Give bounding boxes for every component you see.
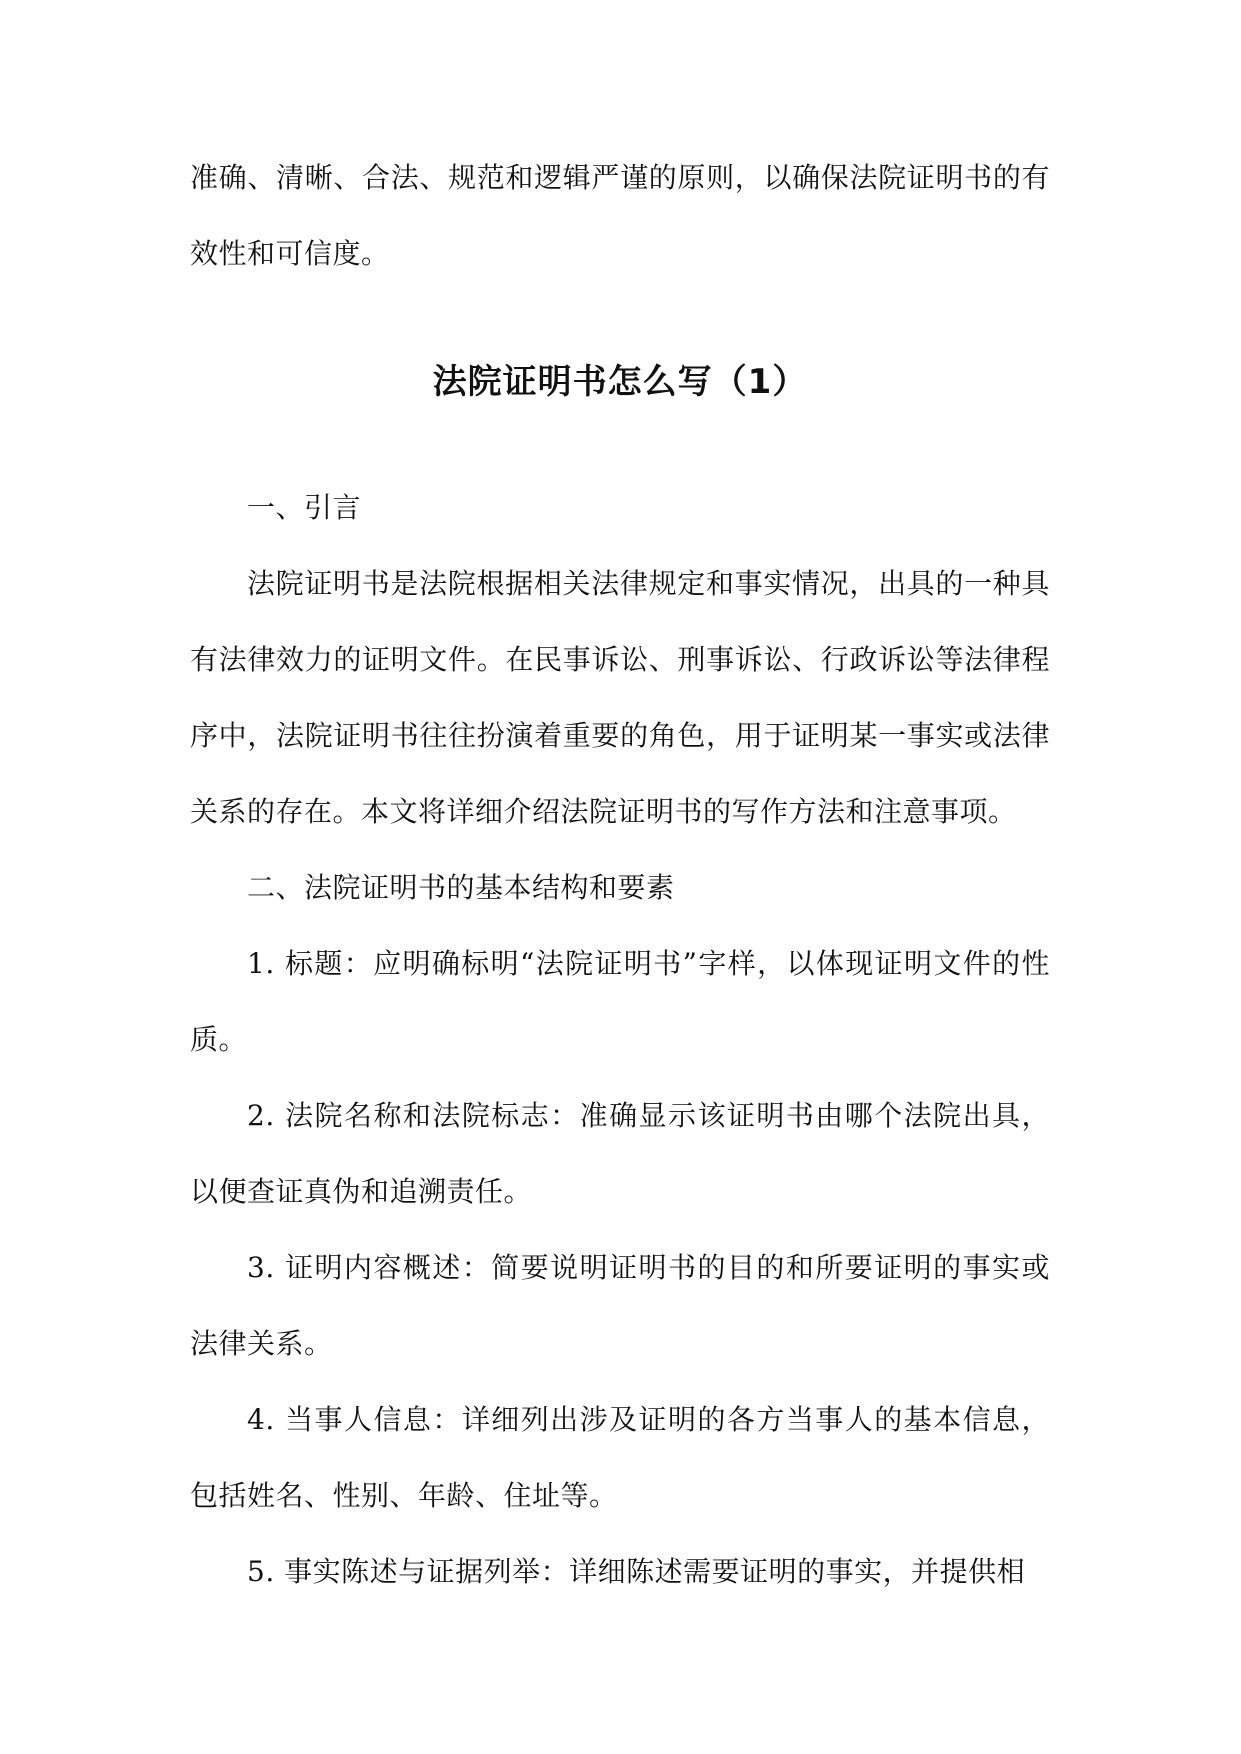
list-item: 3. 证明内容概述：简要说明证明书的目的和所要证明的事实或法律关系。: [190, 1251, 1050, 1360]
lead-paragraph: 准确、清晰、合法、规范和逻辑严谨的原则，以确保法院证明书的有效性和可信度。: [190, 161, 1050, 270]
section-heading-structure: 二、法院证明书的基本结构和要素: [247, 871, 675, 904]
intro-paragraph: 法院证明书是法院根据相关法律规定和事实情况，出具的一种具有法律效力的证明文件。在民事诉讼、刑事诉讼、行政诉讼等法律程序中，法院证明书往往扮演着重要的角色，用于证明某一事实或法律关系的存在。本文将详细介绍法院证明书的写作方法和注意事项。: [190, 567, 1050, 828]
document-title: 法院证明书怎么写（1）: [432, 362, 808, 402]
list-item: 2. 法院名称和法院标志：准确显示该证明书由哪个法院出具，以便查证真伪和追溯责任。: [190, 1099, 1050, 1208]
section-heading-intro: 一、引言: [247, 491, 362, 524]
list-item: 1. 标题：应明确标明“法院证明书”字样，以体现证明文件的性质。: [190, 947, 1050, 1056]
list-item: 4. 当事人信息：详细列出涉及证明的各方当事人的基本信息，包括姓名、性别、年龄、住址等。: [190, 1403, 1050, 1512]
document-body: [190, 140, 1050, 1610]
list-item: 5. 事实陈述与证据列举：详细陈述需要证明的事实，并提供相: [247, 1555, 1026, 1588]
